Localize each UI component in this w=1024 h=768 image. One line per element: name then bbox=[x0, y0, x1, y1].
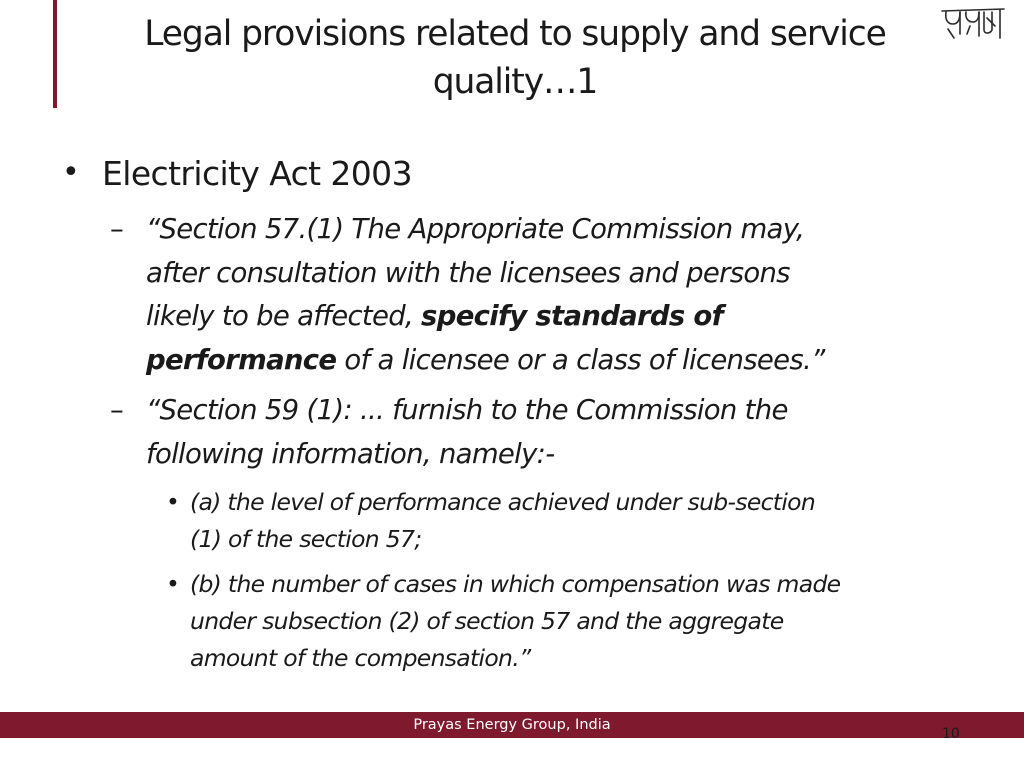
section-59-text bbox=[146, 389, 970, 476]
bullet-dot-icon: • bbox=[166, 488, 180, 516]
section-57-line-3 bbox=[146, 295, 970, 339]
section-57-emphasis-1: specify standards of bbox=[421, 300, 723, 332]
item-a-text bbox=[190, 484, 1006, 558]
slide-title-line-1: Legal provisions related to supply and service bbox=[144, 14, 886, 54]
bullet-dot-icon: • bbox=[62, 155, 80, 190]
item-b-line-3: amount of the compensation.” bbox=[190, 644, 531, 672]
footer-bar bbox=[0, 712, 1024, 738]
section-59-line-1: “Section 59 (1): ... furnish to the Commission the bbox=[146, 394, 788, 426]
section-57-text bbox=[146, 208, 970, 382]
bullet-dot-icon: • bbox=[166, 570, 180, 598]
section-57-line-4-plain: of a licensee or a class of licensees.” bbox=[336, 343, 825, 376]
section-57-line-3-plain: likely to be affected, bbox=[146, 300, 422, 332]
dash-icon: – bbox=[110, 213, 124, 245]
item-b-line-1: (b) the number of cases in which compensation was made bbox=[190, 570, 841, 598]
item-a bbox=[166, 484, 1006, 558]
dash-icon: – bbox=[110, 394, 124, 426]
sub-bullet-section-59 bbox=[110, 389, 970, 476]
section-59-line-2: following information, namely:- bbox=[146, 437, 555, 470]
bullet-label: Electricity Act 2003 bbox=[102, 154, 412, 193]
section-57-line-1: “Section 57.(1) The Appropriate Commission may, bbox=[146, 213, 805, 245]
item-a-line-1: (a) the level of performance achieved under sub-section bbox=[190, 488, 816, 516]
item-b-text bbox=[190, 566, 1006, 677]
section-57-line-2: after consultation with the licensees and persons bbox=[146, 256, 790, 289]
section-57-line-4 bbox=[146, 339, 970, 383]
item-b-line-2: under subsection (2) of section 57 and the aggregate bbox=[190, 607, 784, 635]
page-number: 10 bbox=[942, 726, 960, 742]
footer-text: Prayas Energy Group, India bbox=[413, 717, 611, 733]
slide-title-line-2: quality…1 bbox=[432, 62, 598, 102]
item-b bbox=[166, 566, 1006, 677]
sub-bullet-section-57 bbox=[110, 208, 970, 382]
section-57-emphasis-2: performance bbox=[146, 343, 337, 376]
item-a-line-2: (1) of the section 57; bbox=[190, 525, 422, 553]
